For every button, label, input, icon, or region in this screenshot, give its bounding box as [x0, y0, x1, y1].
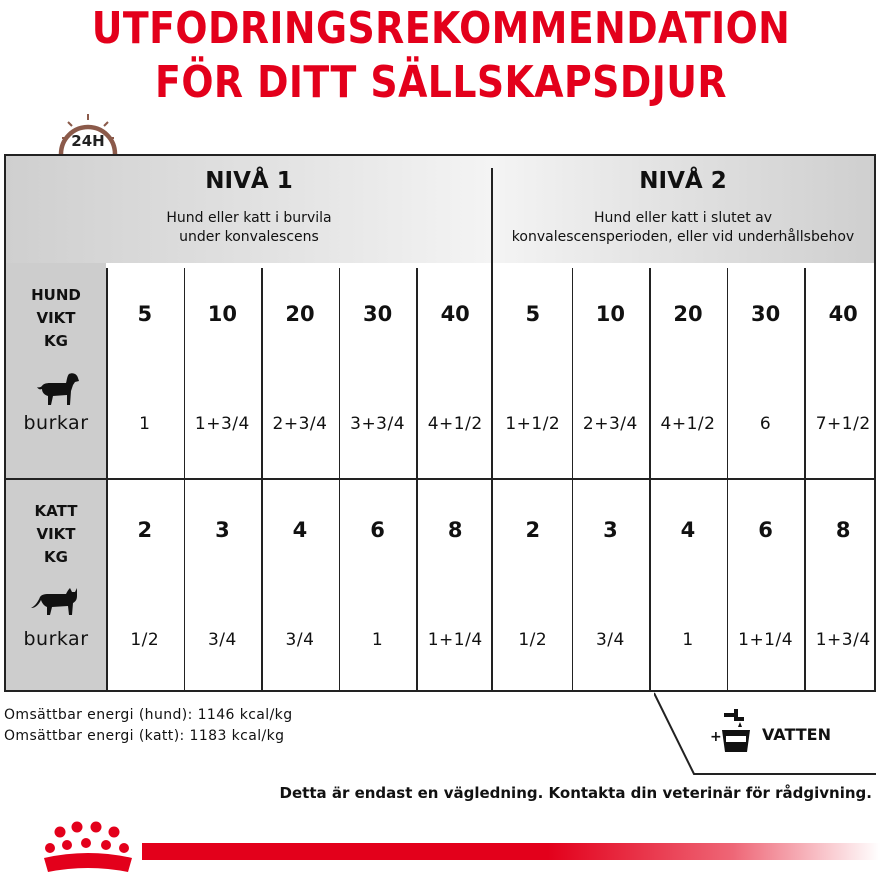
- cat-weight-cell: 2: [525, 518, 541, 542]
- dog-label-line: KG: [44, 332, 68, 350]
- royal-canin-crown-logo: [40, 820, 136, 878]
- level-1-line-1: Hund eller katt i burvila: [166, 210, 332, 226]
- cat-weight-cell: 6: [758, 518, 773, 542]
- dog-weight-cell: 10: [207, 302, 237, 326]
- column-divider: [184, 268, 186, 690]
- dog-icon: [36, 371, 80, 409]
- dog-cans-cell: 1: [139, 414, 151, 434]
- cat-weight-cell: 3: [215, 518, 230, 542]
- level-1-description: [6, 209, 492, 247]
- cat-cans-cell: 1/2: [130, 630, 160, 650]
- dog-cans-cell: 2+3/4: [582, 414, 638, 434]
- water-label: VATTEN: [762, 725, 831, 744]
- column-divider: [727, 268, 729, 690]
- cat-cans-cell: 1+1/4: [427, 630, 483, 650]
- cat-weight-cell: 6: [370, 518, 385, 542]
- cat-weight-cell: 4: [680, 518, 696, 542]
- dog-weight-cell: 10: [595, 302, 625, 326]
- column-divider: [106, 268, 108, 690]
- level-2-line-2: konvalescensperioden, eller vid underhållsbehov: [511, 229, 855, 245]
- cat-label-line: KG: [44, 548, 68, 566]
- cat-cans-cell: 3/4: [595, 630, 625, 650]
- badge-text: 24H: [71, 132, 105, 150]
- cat-weight-cell: 2: [137, 518, 153, 542]
- dog-weight-cell: 5: [525, 302, 541, 326]
- energy-dog: Omsättbar energi (hund): 1146 kcal/kg: [4, 707, 293, 723]
- level-1-header: [6, 156, 492, 263]
- water-bowl-icon: [722, 709, 750, 752]
- feeding-table: [4, 154, 876, 692]
- dog-weight-cell: 20: [673, 302, 703, 326]
- level-1-title: NIVÅ 1: [205, 168, 293, 194]
- column-divider: [804, 268, 806, 690]
- column-divider: [416, 268, 418, 690]
- dog-cans-cell: 3+3/4: [350, 414, 406, 434]
- cat-weight-cell: 3: [603, 518, 618, 542]
- column-divider: [649, 268, 651, 690]
- dog-label-line: HUND: [31, 286, 81, 304]
- cat-cans-cell: 1+3/4: [815, 630, 871, 650]
- dog-cans-cell: 7+1/2: [815, 414, 871, 434]
- cat-weight-cell: 8: [447, 518, 463, 542]
- cat-cans-cell: 1: [371, 630, 384, 650]
- dog-label-line: VIKT: [36, 309, 76, 327]
- level-2-description: [492, 209, 874, 247]
- dog-weight-cell: 40: [440, 302, 470, 326]
- brand-red-bar: [142, 843, 880, 860]
- column-divider: [572, 268, 574, 690]
- level-2-title: NIVÅ 2: [639, 168, 727, 194]
- cat-cans-label: burkar: [23, 628, 89, 650]
- level-2-line-1: Hund eller katt i slutet av: [594, 210, 772, 226]
- cat-label-line: KATT: [34, 502, 78, 520]
- dog-cans-cell: 6: [759, 414, 772, 434]
- column-divider: [339, 268, 341, 690]
- cat-icon: [30, 586, 80, 618]
- dog-weight-cell: 30: [750, 302, 781, 326]
- dog-weight-cell: 20: [285, 302, 315, 326]
- cat-cans-cell: 1/2: [518, 630, 548, 650]
- cat-row-label: [6, 500, 106, 569]
- dog-cans-cell: 2+3/4: [272, 414, 328, 434]
- energy-info: [4, 705, 292, 747]
- cat-cans-cell: 3/4: [207, 630, 237, 650]
- energy-cat: Omsättbar energi (katt): 1183 kcal/kg: [4, 728, 285, 744]
- water-plus: +: [710, 729, 722, 745]
- level-1-line-2: under konvalescens: [179, 229, 319, 245]
- dog-cans-cell: 4+1/2: [427, 414, 483, 434]
- dog-weight-cell: 5: [137, 302, 153, 326]
- dog-weight-cell: 40: [828, 302, 858, 326]
- dog-cans-cell: 1+3/4: [194, 414, 250, 434]
- cat-label-line: VIKT: [36, 525, 76, 543]
- column-divider: [261, 268, 263, 690]
- dog-cans-label: burkar: [23, 412, 89, 434]
- dog-cans-cell: 4+1/2: [660, 414, 716, 434]
- dog-cans-cell: 1+1/2: [505, 414, 561, 434]
- cat-weight-cell: 4: [292, 518, 308, 542]
- page-title: UTFODRINGSREKOMMENDATION FÖR DITT SÄLLSKAPSDJUR: [91, 3, 791, 108]
- cat-cans-cell: 1: [682, 630, 694, 650]
- disclaimer: Detta är endast en vägledning. Kontakta din veterinär för rådgivning.: [279, 784, 872, 802]
- cat-cans-cell: 1+1/4: [738, 630, 794, 650]
- dog-row-label: [6, 284, 106, 353]
- cat-weight-cell: 8: [835, 518, 851, 542]
- level-2-header: [492, 156, 874, 263]
- species-divider: [6, 478, 874, 480]
- cat-cans-cell: 3/4: [285, 630, 315, 650]
- dog-weight-cell: 30: [362, 302, 393, 326]
